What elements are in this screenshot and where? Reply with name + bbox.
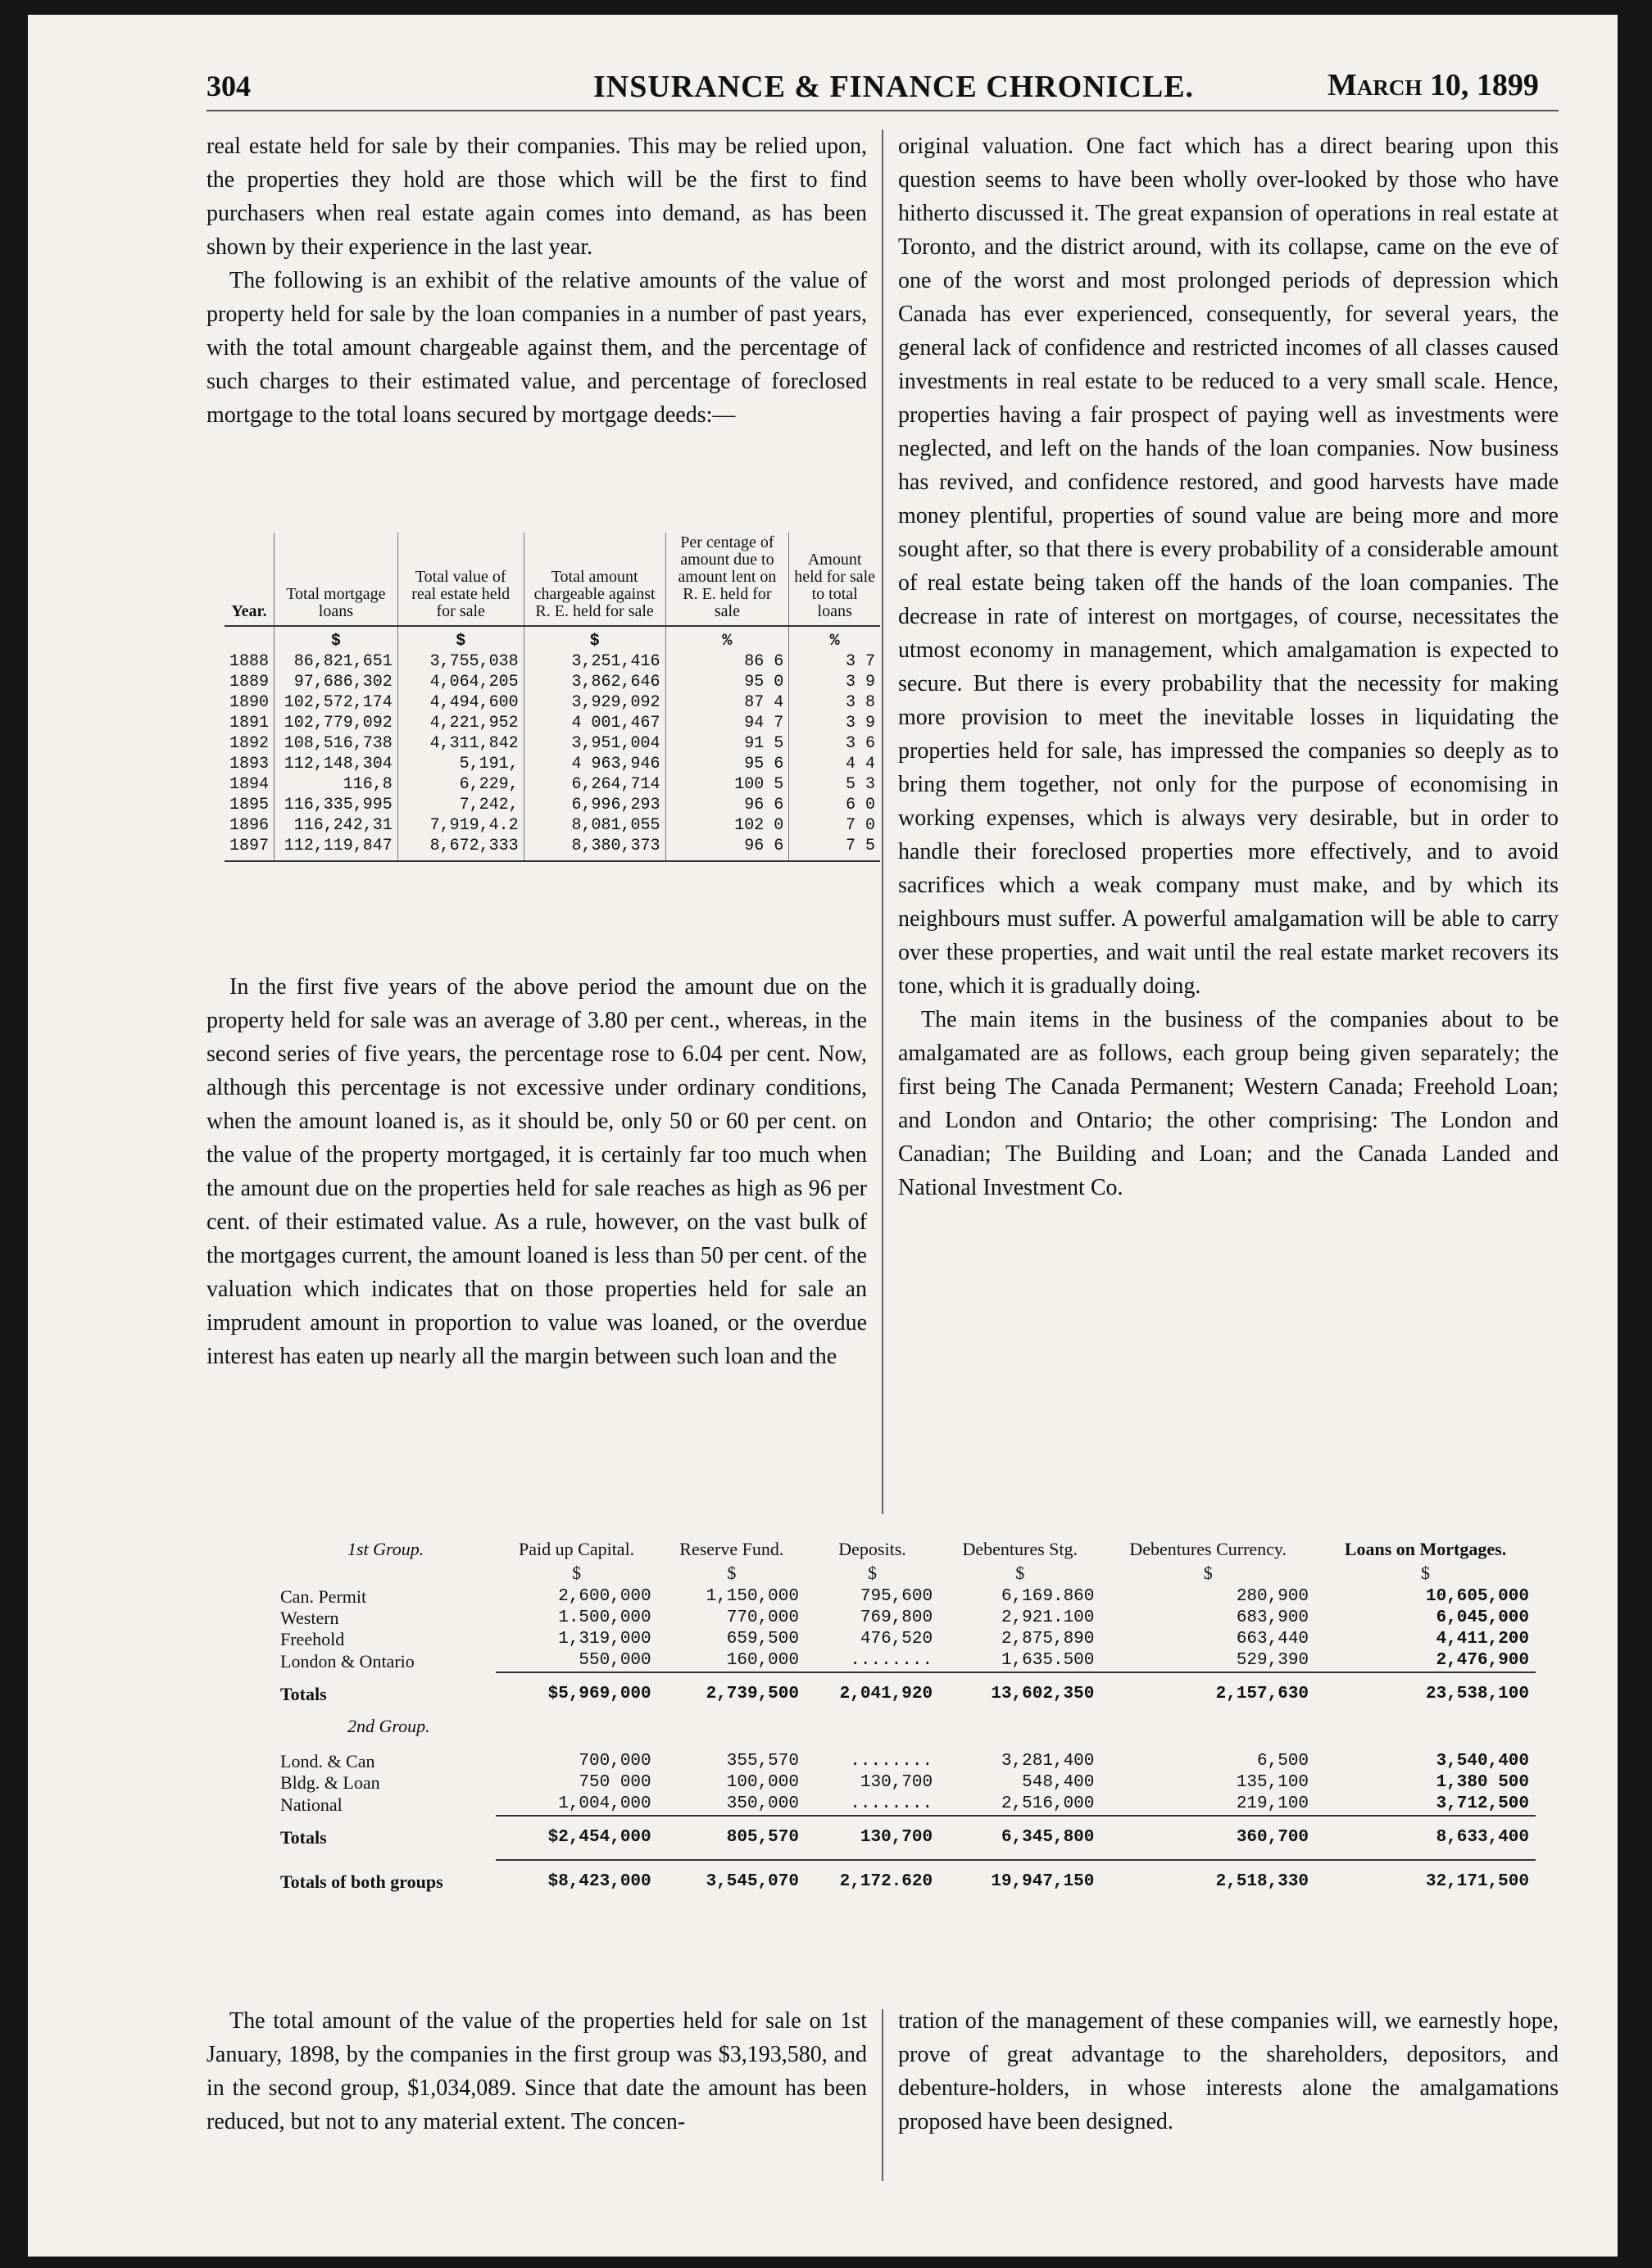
- year-cell: 1888: [229, 652, 270, 671]
- row-label: Lond. & Can: [280, 1751, 375, 1771]
- value-cell: 659,500: [726, 1630, 799, 1649]
- value-cell: 355,570: [726, 1752, 799, 1771]
- value-cell: 4 001,467: [524, 713, 665, 733]
- header-rule: [206, 110, 1559, 111]
- value-cell: 108,516,738: [275, 733, 398, 754]
- value-cell: 8,633,400: [1315, 1816, 1536, 1860]
- table-row: [274, 1608, 1536, 1629]
- issue-date: March 10, 1899: [1328, 68, 1539, 102]
- unit-cell: $: [868, 1563, 878, 1583]
- value-cell: 548,400: [1022, 1773, 1095, 1792]
- property-held-for-sale-table: [225, 533, 880, 862]
- value-cell: 102,779,092: [275, 713, 398, 733]
- value-cell: 4 963,946: [524, 754, 665, 774]
- paragraph: The total amount of the value of the properties held for sale on 1st January, 1898, by the companies in the first group was $3,193,580, and in the second group, $1,034,089. Since that date the amount has been reduced, but not to any material extent. The concen-: [206, 2008, 867, 2134]
- totals-row: [274, 1816, 1536, 1860]
- column-header: Debentures Stg.: [962, 1539, 1078, 1559]
- value-cell: 95 0: [665, 672, 789, 692]
- year-cell: 1896: [229, 816, 270, 835]
- column-header: Deposits.: [838, 1539, 906, 1559]
- paragraph: The main items in the business of the companies about to be amalgamated are as follows, each group being given separately; the first being The Canada Permanent; Western Canada; Freehold Loan; and London and Ontario; the other comprising: The London and Canadian; The Building and Loan; and the Canada Landed and National Investment Co.: [898, 1007, 1559, 1200]
- value-cell: 8,672,333: [397, 836, 524, 861]
- value-cell: 102,572,174: [275, 692, 398, 713]
- row-label: Western: [280, 1608, 339, 1628]
- paragraph: original valuation. One fact which has a direct bearing upon this question seems to have been wholly over-looked by those who have hitherto discussed it. The great expansion of operations in real estate at Toronto, and the district around, with its collapse, came on the eve of one of the worst and most prolonged periods of depression which Canada has ever experienced, consequently, for several years, the general lack of confidence and restricted incomes of all classes caused investments in real estate to be reduced to a very small scale. Hence, properties having a fair prospect of paying well as investments were neglected, and left on the hands of the loan companies. Now business has revived, and confidence restored, and good harvests have made money plentiful, properties of sound value are being more and more sought after, so that there is every probability of a considerable amount of real estate being taken off the hands of the loan companies. The decrease in rate of interest on mortgages, of course, necessitates the utmost economy in management, which amalgamation is expected to secure. But there is every probability that the necessity for making more provision to meet the inevitable losses in liquidating the properties held for sale, has impressed the companies so deeply as to bring them together, not only for the purpose of economising in working expenses, which is always very desirable, but in order to handle their foreclosed properties more effectively, and to avoid sacrifices which a weak company must make, and by which its neighbours must suffer. A powerful amalgamation will be able to carry over these properties, and wait until the real estate market recovers its tone, which it is gradually doing.: [898, 134, 1559, 999]
- column-divider: [882, 2009, 883, 2181]
- value-cell: 3,712,500: [1436, 1794, 1529, 1813]
- value-cell: ........: [850, 1794, 933, 1813]
- value-cell: 4,221,952: [397, 713, 524, 733]
- amalgamation-groups-table: [274, 1539, 1536, 1903]
- value-cell: 6 0: [789, 795, 880, 815]
- value-cell: 130,700: [806, 1816, 939, 1860]
- value-cell: 663,440: [1236, 1630, 1309, 1649]
- value-cell: 3 8: [789, 692, 880, 713]
- value-cell: 750 000: [579, 1773, 651, 1792]
- bottom-left-text: [206, 2004, 867, 2139]
- value-cell: $5,969,000: [496, 1672, 658, 1716]
- table-row: [225, 795, 880, 815]
- unit-cell: $: [1421, 1563, 1431, 1583]
- value-cell: 4,411,200: [1436, 1630, 1529, 1649]
- bottom-right-text: [898, 2004, 1559, 2139]
- value-cell: 2,476,900: [1436, 1651, 1529, 1670]
- value-cell: 6,345,800: [939, 1816, 1101, 1860]
- table-row: [225, 774, 880, 795]
- paragraph: In the first five years of the above period the amount due on the property held for sale was an average of 3.80 per cent., whereas, in the second series of five years, the percentage rose to 6.04 per cent. Now, although this percentage is not excessive under ordinary conditions, when the amount loaned is, as it should be, only 50 or 60 per cent. on the value of the property mortgaged, it is certainly far too much when the amount due on the properties held for sale reaches as high as 96 per cent. of their estimated value. As a rule, however, on the vast bulk of the mortgages current, the amount loaned is less than 50 per cent. of the valuation which indicates that on those properties held for sale an imprudent amount in proportion to value was loaned, or the overdue interest has eaten up nearly all the margin between such loan and the: [206, 974, 867, 1369]
- value-cell: 2,875,890: [1001, 1630, 1095, 1649]
- value-cell: 7 5: [789, 836, 880, 861]
- value-cell: 4,494,600: [397, 692, 524, 713]
- column-header: Debentures Currency.: [1129, 1539, 1287, 1559]
- value-cell: 6,996,293: [524, 795, 665, 815]
- group-label: 1st Group.: [347, 1539, 424, 1559]
- value-cell: 1,150,000: [706, 1587, 799, 1606]
- table-row: [274, 1772, 1536, 1794]
- value-cell: 550,000: [579, 1651, 651, 1670]
- value-cell: 2,041,920: [806, 1672, 939, 1716]
- value-cell: 2,518,330: [1101, 1860, 1315, 1903]
- year-cell: 1895: [229, 796, 270, 814]
- table-row: [225, 692, 880, 713]
- value-cell: 8,380,373: [524, 836, 665, 861]
- value-cell: 2,157,630: [1101, 1672, 1315, 1716]
- value-cell: 7,919,4.2: [397, 815, 524, 836]
- value-cell: 96 6: [665, 836, 789, 861]
- table-row: [274, 1629, 1536, 1650]
- value-cell: 87 4: [665, 692, 789, 713]
- value-cell: 529,390: [1236, 1651, 1309, 1670]
- value-cell: 2,172.620: [806, 1860, 939, 1903]
- value-cell: ........: [850, 1752, 933, 1771]
- value-cell: $8,423,000: [496, 1860, 658, 1903]
- column-header: Year.: [225, 533, 275, 626]
- value-cell: 97,686,302: [275, 672, 398, 692]
- value-cell: 770,000: [726, 1608, 799, 1627]
- table-row: [274, 1650, 1536, 1672]
- value-cell: 7 0: [789, 815, 880, 836]
- value-cell: 100,000: [726, 1773, 799, 1792]
- right-column: [898, 129, 1559, 1204]
- paragraph: real estate held for sale by their companies. This may be relied upon, the properties they hold are those which will be the first to find purchasers when real estate again comes into demand, as has been shown by their experience in the last year.: [206, 134, 867, 260]
- page: [28, 15, 1618, 2257]
- value-cell: 2,516,000: [1001, 1794, 1095, 1813]
- year-cell: 1889: [229, 673, 270, 692]
- value-cell: 805,570: [658, 1816, 806, 1860]
- row-label: Freehold: [280, 1629, 345, 1649]
- value-cell: 683,900: [1236, 1608, 1309, 1627]
- value-cell: $2,454,000: [496, 1816, 658, 1860]
- value-cell: 6,045,000: [1436, 1608, 1529, 1627]
- column-header: Amount held for sale to total loans: [789, 533, 880, 626]
- value-cell: 3,862,646: [524, 672, 665, 692]
- value-cell: 7,242,: [397, 795, 524, 815]
- value-cell: 6,264,714: [524, 774, 665, 795]
- row-label: London & Ontario: [280, 1650, 415, 1672]
- value-cell: 19,947,150: [939, 1860, 1101, 1903]
- row-label: National: [280, 1794, 343, 1815]
- value-cell: 96 6: [665, 795, 789, 815]
- group-label: 2nd Group.: [347, 1716, 430, 1736]
- table-row: [274, 1586, 1536, 1608]
- unit-cell: $: [524, 626, 665, 651]
- value-cell: 3,251,416: [524, 651, 665, 672]
- year-cell: 1893: [229, 755, 270, 773]
- value-cell: 4,311,842: [397, 733, 524, 754]
- unit-cell: $: [397, 626, 524, 651]
- left-column-upper: [206, 129, 867, 432]
- value-cell: 6,169.860: [1001, 1587, 1095, 1606]
- value-cell: 4 4: [789, 754, 880, 774]
- unit-cell: %: [665, 626, 789, 651]
- value-cell: 13,602,350: [939, 1672, 1101, 1716]
- table-row: [274, 1794, 1536, 1816]
- value-cell: 94 7: [665, 713, 789, 733]
- year-cell: 1894: [229, 775, 270, 794]
- column-header: Paid up Capital.: [519, 1539, 635, 1559]
- value-cell: ........: [850, 1651, 933, 1670]
- table-header-row: [274, 1539, 1536, 1563]
- value-cell: 1,319,000: [558, 1630, 651, 1649]
- row-label: Totals: [280, 1827, 327, 1848]
- value-cell: 112,148,304: [275, 754, 398, 774]
- year-cell: 1897: [225, 836, 275, 861]
- value-cell: 4,064,205: [397, 672, 524, 692]
- value-cell: 3,951,004: [524, 733, 665, 754]
- table-row: [225, 754, 880, 774]
- table-row: [225, 815, 880, 836]
- value-cell: 116,335,995: [275, 795, 398, 815]
- value-cell: 1,635.500: [1001, 1651, 1095, 1670]
- table-row: [225, 651, 880, 672]
- value-cell: 476,520: [860, 1630, 933, 1649]
- unit-cell: $: [572, 1563, 582, 1583]
- value-cell: 160,000: [726, 1651, 799, 1670]
- value-cell: 3 6: [789, 733, 880, 754]
- value-cell: 2,739,500: [658, 1672, 806, 1716]
- value-cell: 86 6: [665, 651, 789, 672]
- value-cell: 3 9: [789, 672, 880, 692]
- publication-title: INSURANCE & FINANCE CHRONICLE.: [593, 70, 1195, 104]
- value-cell: 10,605,000: [1425, 1587, 1529, 1606]
- row-label: Bldg. & Loan: [280, 1772, 380, 1793]
- units-row: [274, 1563, 1536, 1586]
- table-row: [225, 836, 880, 861]
- row-label: Can. Permit: [280, 1586, 367, 1607]
- group-heading-row: [274, 1716, 1536, 1751]
- value-cell: 6,229,: [397, 774, 524, 795]
- value-cell: 2,600,000: [558, 1587, 651, 1606]
- unit-cell: $: [275, 626, 398, 651]
- value-cell: 3,755,038: [397, 651, 524, 672]
- unit-cell: [225, 626, 275, 651]
- year-cell: 1892: [229, 734, 270, 753]
- value-cell: 6,500: [1257, 1752, 1309, 1771]
- value-cell: 3,929,092: [524, 692, 665, 713]
- value-cell: 1.500,000: [558, 1608, 651, 1627]
- value-cell: 360,700: [1101, 1816, 1315, 1860]
- value-cell: 100 5: [665, 774, 789, 795]
- value-cell: 86,821,651: [275, 651, 398, 672]
- grand-totals-row: [274, 1860, 1536, 1903]
- row-label: Totals: [280, 1683, 327, 1704]
- column-divider: [882, 129, 883, 1514]
- value-cell: 5 3: [789, 774, 880, 795]
- value-cell: 3,540,400: [1436, 1752, 1529, 1771]
- column-header: Total value of real estate held for sale: [397, 533, 524, 626]
- value-cell: 1,380 500: [1436, 1773, 1529, 1792]
- value-cell: 116,8: [275, 774, 398, 795]
- table-row: [225, 733, 880, 754]
- value-cell: 3 7: [789, 651, 880, 672]
- year-cell: 1890: [229, 693, 270, 712]
- value-cell: 32,171,500: [1315, 1860, 1536, 1903]
- column-header: Loans on Mortgages.: [1344, 1539, 1507, 1559]
- value-cell: 3 9: [789, 713, 880, 733]
- units-row: [225, 626, 880, 651]
- column-header: Total mortgage loans: [275, 533, 398, 626]
- value-cell: 130,700: [860, 1773, 933, 1792]
- paragraph: tration of the management of these companies will, we earnestly hope, prove of great advantage to the shareholders, depositors, and debenture-holders, in whose interests alone the amalgamations proposed have been designed.: [898, 2008, 1559, 2134]
- value-cell: 1,004,000: [558, 1794, 651, 1813]
- value-cell: 102 0: [665, 815, 789, 836]
- column-header: Total amount chargeable against R. E. held for sale: [524, 533, 665, 626]
- value-cell: 700,000: [579, 1752, 651, 1771]
- unit-cell: $: [727, 1563, 737, 1583]
- value-cell: 95 6: [665, 754, 789, 774]
- value-cell: 5,191,: [397, 754, 524, 774]
- value-cell: 2,921.100: [1001, 1608, 1095, 1627]
- unit-cell: $: [1015, 1563, 1025, 1583]
- value-cell: 8,081,055: [524, 815, 665, 836]
- unit-cell: [274, 1563, 496, 1586]
- table-row: [225, 713, 880, 733]
- left-column-lower: [206, 970, 867, 1373]
- value-cell: 3,545,070: [658, 1860, 806, 1903]
- table-row: [274, 1751, 1536, 1772]
- value-cell: 795,600: [860, 1587, 933, 1606]
- unit-cell: %: [789, 626, 880, 651]
- value-cell: 769,800: [860, 1608, 933, 1627]
- value-cell: 23,538,100: [1315, 1672, 1536, 1716]
- page-number: 304: [206, 70, 251, 102]
- column-header: Reserve Fund.: [679, 1539, 784, 1559]
- value-cell: 116,242,31: [275, 815, 398, 836]
- totals-row: [274, 1672, 1536, 1716]
- value-cell: 3,281,400: [1001, 1752, 1095, 1771]
- row-label: Totals of both groups: [280, 1871, 443, 1892]
- paragraph: The following is an exhibit of the relative amounts of the value of property held for sale by the loan companies in a number of past years, with the total amount chargeable against them, and the percentage of such charges to their estimated value, and percentage of foreclosed mortgage to the total loans secured by mortgage deeds:—: [206, 268, 867, 428]
- value-cell: 112,119,847: [275, 836, 398, 861]
- table-header-row: [225, 533, 880, 626]
- value-cell: 219,100: [1236, 1794, 1309, 1813]
- value-cell: 91 5: [665, 733, 789, 754]
- table-row: [225, 672, 880, 692]
- unit-cell: $: [1203, 1563, 1213, 1583]
- page-header: [28, 15, 1618, 110]
- year-cell: 1891: [229, 714, 270, 733]
- value-cell: 135,100: [1236, 1773, 1309, 1792]
- column-header: Per centage of amount due to amount lent on R. E. held for sale: [665, 533, 789, 626]
- value-cell: 280,900: [1236, 1587, 1309, 1606]
- value-cell: 350,000: [726, 1794, 799, 1813]
